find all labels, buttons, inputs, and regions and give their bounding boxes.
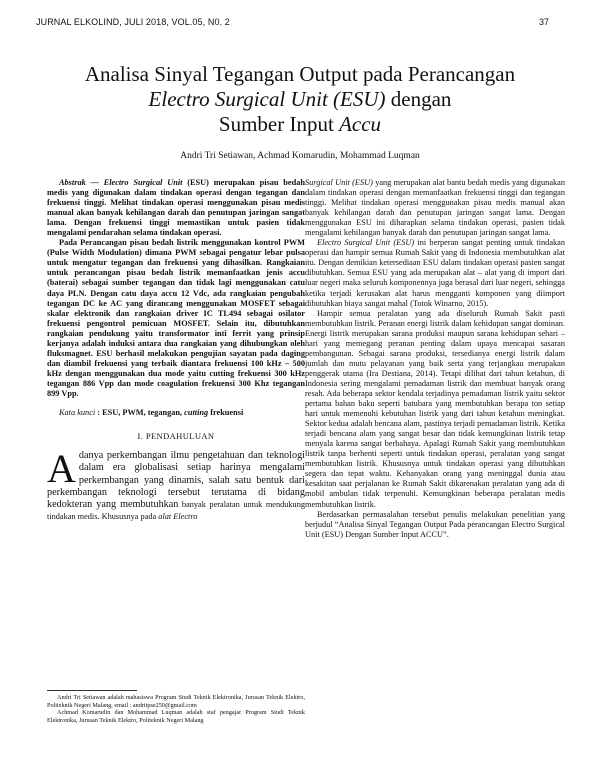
intro-large-text: danya perkembangan ilmu pengetahuan dan teknologi dalam era globalisasi setiap harinya mengalami perkembangan yang dinamis, salah satu bentuk dari perkembangan teknologi tersebut terutama di bidang kedokteran yang membutuhkan [47, 450, 305, 510]
abstract-dash: — [85, 178, 104, 187]
body-p1-italic: Surgical Unit (ESU) [305, 178, 373, 187]
paper-title [40, 62, 560, 137]
abstract-label: Abstrak [59, 178, 86, 187]
page-number: 37 [539, 17, 550, 27]
title-line-1: Analisa Sinyal Tegangan Output pada Perancangan [84, 62, 516, 86]
body-paragraph-4: Berdasarkan permasalahan tersebut penulis melakukan penelitian yang berjudul “Analisa Sinyal Tegangan Output Pada perancangan Electro Surgical Unit (ESU) Dengan Sumber Input ACCU”. [305, 509, 565, 539]
introduction-paragraph [47, 446, 305, 523]
body-paragraph-1 [305, 178, 565, 238]
right-column [305, 178, 565, 540]
abstract-paragraph-2: Pada Perancangan pisau bedah listrik menggunakan kontrol PWM (Pulse Width Modulation) dimana PWM sebagai pengatur lebar pulsa untuk mengatur tegangan dan frekuensi yang dihasilkan. Rangkaian untuk perancangan pisau bedah listrik memanfaatkan jenis accu (baterai) sebagai sumber tegangan dan tidak lagi menggunakan catu daya PLN. Dengan catu daya accu 12 Vdc, ada rangkaian pengubah tegangan DC ke AC yang dirancang menggunakan MOSFET sebagai skalar elektronik dan rangkaian driver IC TL494 sebagai osilator frekuensi pengontrol pemicuan MOSFET. Selain itu, dibutuhkan rangkaian pendukung yaitu transformator inti ferrit yang prinsip kerjanya adalah induksi antara dua rangkaian yang dihubungkan oleh fluksmagnet. ESU berhasil melakukan pengujian sayatan pada daging dan diambil frekuensi yang terbaik diantara frekuensi 100 kHz – 500 kHz dengan menggunakan dua mode yaitu cutting frekuensi 300 kHz tegangan 886 Vpp dan mode coagulation frekuensi 300 Khz tegangan 899 Vpp. [47, 238, 305, 398]
title-esu-italic: Electro Surgical Unit (ESU) [148, 87, 386, 111]
body-paragraph-2 [305, 238, 565, 308]
keywords-label: Kata kunci [59, 408, 96, 418]
keywords-text: : ESU, PWM, tegangan, [95, 408, 185, 418]
footnote-1: Andri Tri Setiawan adalah mahasiswa Program Studi Teknik Elektronika, Jurusan Teknik Elektro, Politeknik Negeri Malang, email : andritpse250@gmail.com [47, 694, 305, 709]
author-list: Andri Tri Setiawan, Achmad Komarudin, Mohammad Luqman [180, 151, 420, 161]
title-line-2-rest: dengan [385, 87, 452, 111]
abstract-text-1: (ESU) merupakan pisau bedah medis yang digunakan dalam tindakan operasi dengan tegangan dan frekuensi tinggi. Melihat tindakan operasi menggunakan pisau medis manual akan banyak kehilangan darah dan penutupan jaringan sangat lama. Dengan frekuensi tinggi memastikan untuk pasien tidak mengalami pendarahan selama tindakan operasi. [47, 178, 305, 238]
keywords [47, 408, 305, 418]
section-heading-introduction: I. PENDAHULUAN [137, 431, 215, 442]
title-accu-italic: Accu [339, 112, 382, 136]
abstract-paragraph-1 [47, 178, 305, 238]
body-p1-text: yang merupakan alat bantu bedah medis yang digunakan dalam tindakan operasi dengan memanfaatkan frekuensi tinggi dan tegangan tinggi. Melihat tindakan operasi menggunakan pisau medis manual akan banyak kehilangan darah dan penutupan jaringan sangat lama. Dengan menggunakan ESU ini diharapkan selama tindakan operasi, pasien tidak mengalami kehilangan banyak darah dan penutupan jaringan sangat lama. [305, 178, 565, 238]
title-line-3-plain: Sumber Input [218, 112, 340, 136]
keywords-italic: cutting [184, 408, 209, 418]
intro-small-text: banyak peralatan untuk mendukung tindakan medis. Khususnya pada [47, 499, 305, 522]
running-head: JURNAL ELKOLIND, JULI 2018, VOL.05, N0. 2 [36, 17, 230, 27]
footnote-divider [47, 690, 137, 691]
intro-italic-text: alat Electro [158, 512, 198, 522]
left-column [47, 178, 305, 523]
abstract-lead-italic: Electro Surgical Unit [103, 178, 183, 187]
footnote-2: Achmad Komarudin dan Mohammad Luqman adalah staf pengajar Program Studi Teknik Elektronika, Jurusan Teknik Elektro, Politeknik Negeri Malang [47, 709, 305, 724]
drop-cap: A [47, 446, 76, 492]
title-line-2 [40, 87, 560, 112]
title-line-3 [40, 112, 560, 137]
keywords-end: frekuensi [208, 408, 244, 418]
footnotes [47, 694, 305, 724]
body-p2-italic: Electro Surgical Unit (ESU) [317, 238, 415, 248]
body-paragraph-3: Hampir semua peralatan yang ada diseluruh Rumah Sakit pasti membutuhkan listrik. Peranan energi listrik dalam kehidupan sangat dominan. Energi listrik merupakan sarana produksi maupun sarana kehidupan sehari – hari yang memegang peranan penting dalam upaya mencapai sasaran pembangunan. Sebagai sarana produksi, tersedianya energi listrik dalam jumlah dan mutu pelayanan yang baik serta yang terjangkau merupakan penggerak utama (Ira Destiana, 2014). Tetapi dilihat dari tahun ketahun, di Indonesia sering mengalami pemadaman listrik dan membuat banyak orang resah. Ada beberapa sektor kendala terjadinya pemadaman listrik yaitu sektor pertama bahan baku seperti batubara yang membutuhkan berapa ton setiap hari untuk memenuhi kebutuhan listrik yang dari tahun ketahun meningkat. Sektor kedua adalah bencana alam, pastinya terjadi pemadaman listrik. Ketika terjadi bencana alam yang sangat besar dan tidak kemungkinan listrik tetap menyala karena sangat berbahaya. Apalagi Rumah Sakit yang membutuhkan listrik tanpa berhenti seperti untuk tindakan operasi, peralatan yang sangat membutuhkan listrik. Khususnya untuk tindakan operasi yang dibutuhkan segera dan tepat waktu. Kebanyakan orang yang meninggal dunia atau kesakitan saat perjalanan ke Rumah Sakit dikarenakan peralatan yang ada di mobil ambulan tidak terpenuhi. Kemungkinan beberapa peralatan medis membutuhkan listrik. [305, 308, 565, 509]
body-p2-text: ini berperan sangat penting untuk tindakan operasi dan hampir semua Rumah Sakit yang di Indonesia membutuhkan alat itu. Dengan demikian ketersediaan ESU dalam tindakan operasi pasien sangat dibutuhkan. Semua ESU yang ada merupakan alat – alat yang di import dari luar negeri maka seluruh komponennya juga berasal dari luar negeri, sehingga ketika terjadi kerusakan alat harus mengganti komponen yang diimport dibutuhkan biaya sangat mahal (Totok Winarno, 2015). [305, 238, 565, 308]
